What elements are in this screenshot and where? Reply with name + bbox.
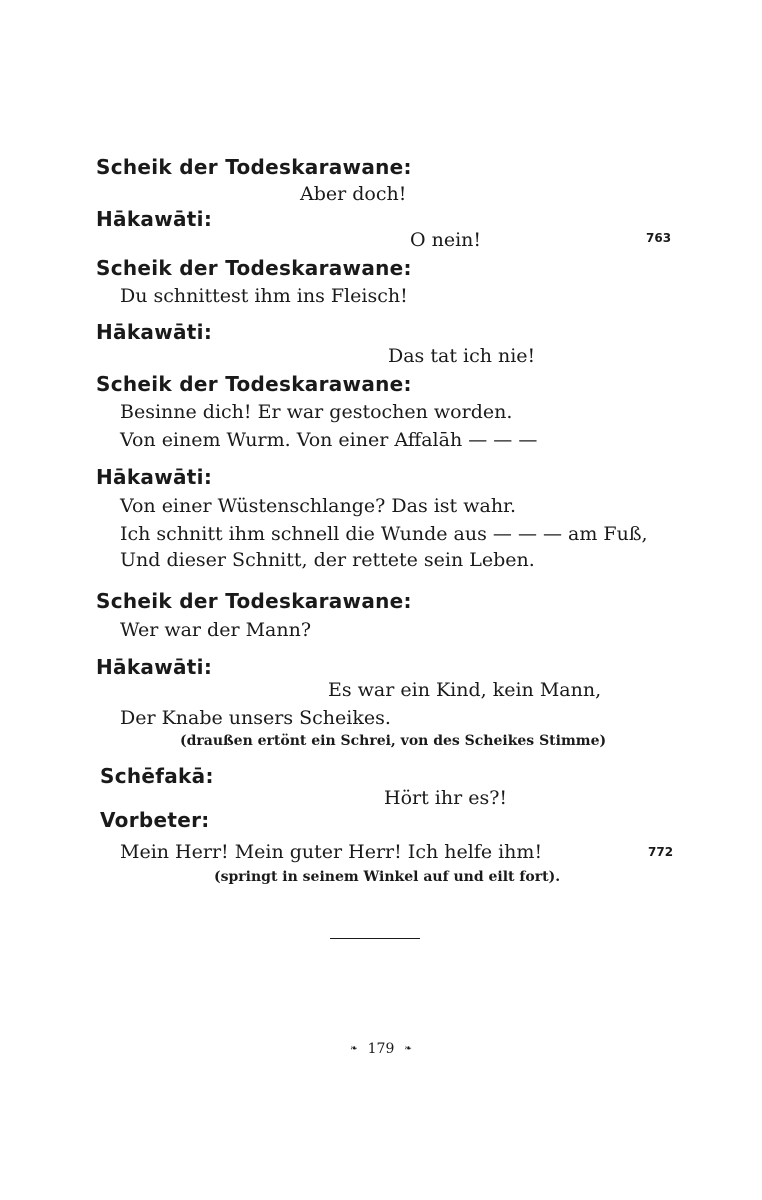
speaker-heading: Scheik der Todeskarawane: bbox=[96, 589, 412, 613]
speaker-heading: Hākawāti: bbox=[96, 320, 213, 344]
verse-line: Besinne dich! Er war gestochen worden. bbox=[120, 401, 513, 423]
speaker-heading: Scheik der Todeskarawane: bbox=[96, 155, 412, 179]
verse-line: Der Knabe unsers Scheikes. bbox=[120, 707, 391, 729]
verse-line: Von einem Wurm. Von einer Affalāh — — — bbox=[120, 429, 538, 451]
speaker-heading: Hākawāti: bbox=[96, 207, 213, 231]
verse-line: Von einer Wüstenschlange? Das ist wahr. bbox=[120, 495, 517, 517]
folio-ornament-right: ❧ bbox=[404, 1044, 412, 1054]
stage-direction: (springt in seinem Winkel auf und eilt fort). bbox=[214, 869, 561, 885]
verse-line: O nein! bbox=[410, 229, 482, 251]
page-number: 179 bbox=[367, 1041, 395, 1057]
line-number: 772 bbox=[648, 845, 674, 859]
speaker-heading: Hākawāti: bbox=[96, 465, 213, 489]
verse-line: Ich schnitt ihm schnell die Wunde aus — — — am Fuß, bbox=[120, 523, 648, 545]
speaker-heading: Scheik der Todeskarawane: bbox=[96, 372, 412, 396]
speaker-heading: Schēfakā: bbox=[100, 764, 214, 788]
speaker-heading: Scheik der Todeskarawane: bbox=[96, 256, 412, 280]
speaker-heading: Hākawāti: bbox=[96, 655, 213, 679]
verse-line: Wer war der Mann? bbox=[120, 619, 312, 641]
verse-line: Du schnittest ihm ins Fleisch! bbox=[120, 285, 408, 307]
verse-line: Mein Herr! Mein guter Herr! Ich helfe ihm! bbox=[120, 841, 543, 863]
stage-direction: (draußen ertönt ein Schrei, von des Scheikes Stimme) bbox=[180, 733, 607, 749]
page-folio bbox=[0, 1040, 762, 1058]
verse-line: Hört ihr es?! bbox=[384, 787, 508, 809]
verse-line: Aber doch! bbox=[300, 183, 407, 205]
line-number: 763 bbox=[646, 231, 672, 245]
verse-line: Das tat ich nie! bbox=[388, 345, 536, 367]
verse-line: Es war ein Kind, kein Mann, bbox=[328, 679, 602, 701]
folio-ornament-left: ❧ bbox=[350, 1044, 358, 1054]
section-rule bbox=[330, 938, 420, 939]
verse-line: Und dieser Schnitt, der rettete sein Leben. bbox=[120, 549, 535, 571]
speaker-heading: Vorbeter: bbox=[100, 808, 210, 832]
